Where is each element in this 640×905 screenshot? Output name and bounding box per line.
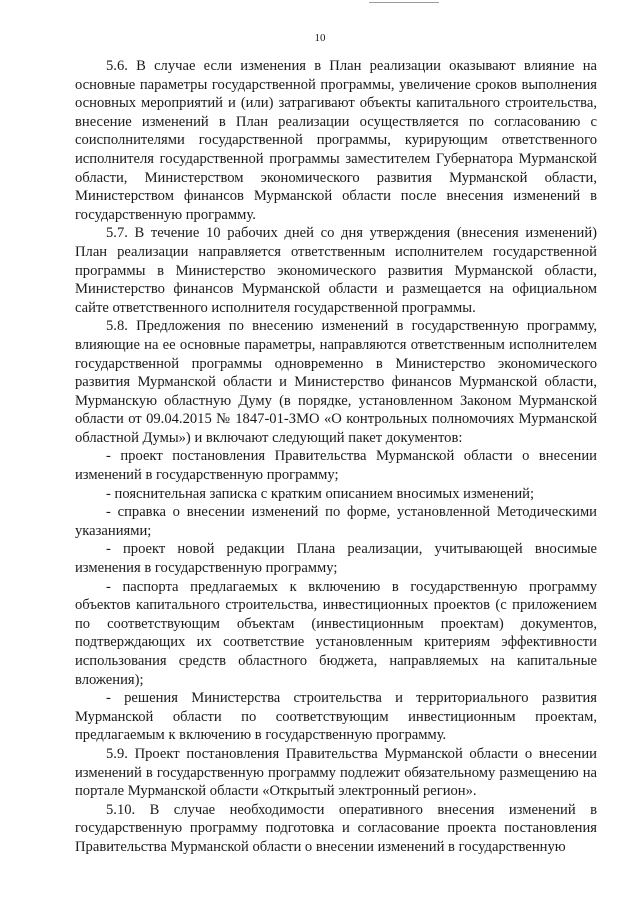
paragraph-5-9: 5.9. Проект постановления Правительства Мурманской области о внесении изменений в государственную программу подлежит обязательному размещению на портале Мурманской области «Открытый электронный регион». [75, 745, 597, 800]
top-edge-mark [369, 0, 439, 3]
list-item-explanatory-note: - пояснительная записка с кратким описанием вносимых изменений; [106, 485, 535, 502]
list-item-change-certificate: - справка о внесении изменений по форме, установленной Методическими указаниями; [75, 504, 597, 539]
list-item-ministry-decisions: - решения Министерства строительства и территориального развития Мурманской области по соответствующим инвестиционным проектам, предлагаемым к включению в государственную программу. [75, 690, 597, 744]
list-item-plan-draft: - проект новой редакции Плана реализации, учитывающей вносимые изменения в государственную программу; [75, 541, 597, 577]
paragraph-5-7: 5.7. В течение 10 рабочих дней со дня утверждения (внесения изменений) План реализации направляется ответственным исполнителем государственной программы в Министерство экономического развития Мурманской области, Министерство финансов Мурманской области и размещается на официальном сайте ответственного исполнителя государственной программы. [75, 225, 597, 316]
body-text [75, 57, 597, 857]
list-item-project-passports: - паспорта предлагаемых к включению в государственную программу объектов капитального строительства, инвестиционных проектов (с приложением по соответствующим объектам (инвестиционным проектам) документов, подтверждающих их соответствие установленным критериям эффективности использования средств областного бюджета, направляемых на капитальные вложения); [75, 578, 597, 688]
paragraph-5-8: 5.8. Предложения по внесению изменений в государственную программу, влияющие на ее основные параметры, направляются ответственным исполнителем государственной программы одновременно в Министерство экономического развития Мурманской области и Министерство финансов Мурманской области, Мурманскую областную Думу (в порядке, установленном Законом Мурманской области от 09.04.2015 № 1847-01-ЗМО «О контрольных полномочиях Мурманской областной Думы») и включают следующий пакет документов: [75, 318, 597, 446]
page-number: 10 [314, 32, 326, 44]
paragraph-5-10: 5.10. В случае необходимости оперативного внесения изменений в государственную программу подготовка и согласование проекта постановления Правительства Мурманской области о внесении изменений в государственную [75, 801, 597, 855]
paragraph-5-6: 5.6. В случае если изменения в План реализации оказывают влияние на основные параметры государственной программы, увеличение сроков выполнения основных мероприятий и (или) затрагивают объекты капитального строительства, внесение изменений в План реализации осуществляется по согласованию с соисполнителями государственной программы, курирующим ответственного исполнителя государственной программы заместителем Губернатора Мурманской области, Министерством экономического развития Мурманской области, Министерством финансов Мурманской области после внесения изменений в государственную программу. [75, 58, 597, 223]
list-item-draft-resolution: - проект постановления Правительства Мурманской области о внесении изменений в государственную программу; [75, 448, 597, 484]
